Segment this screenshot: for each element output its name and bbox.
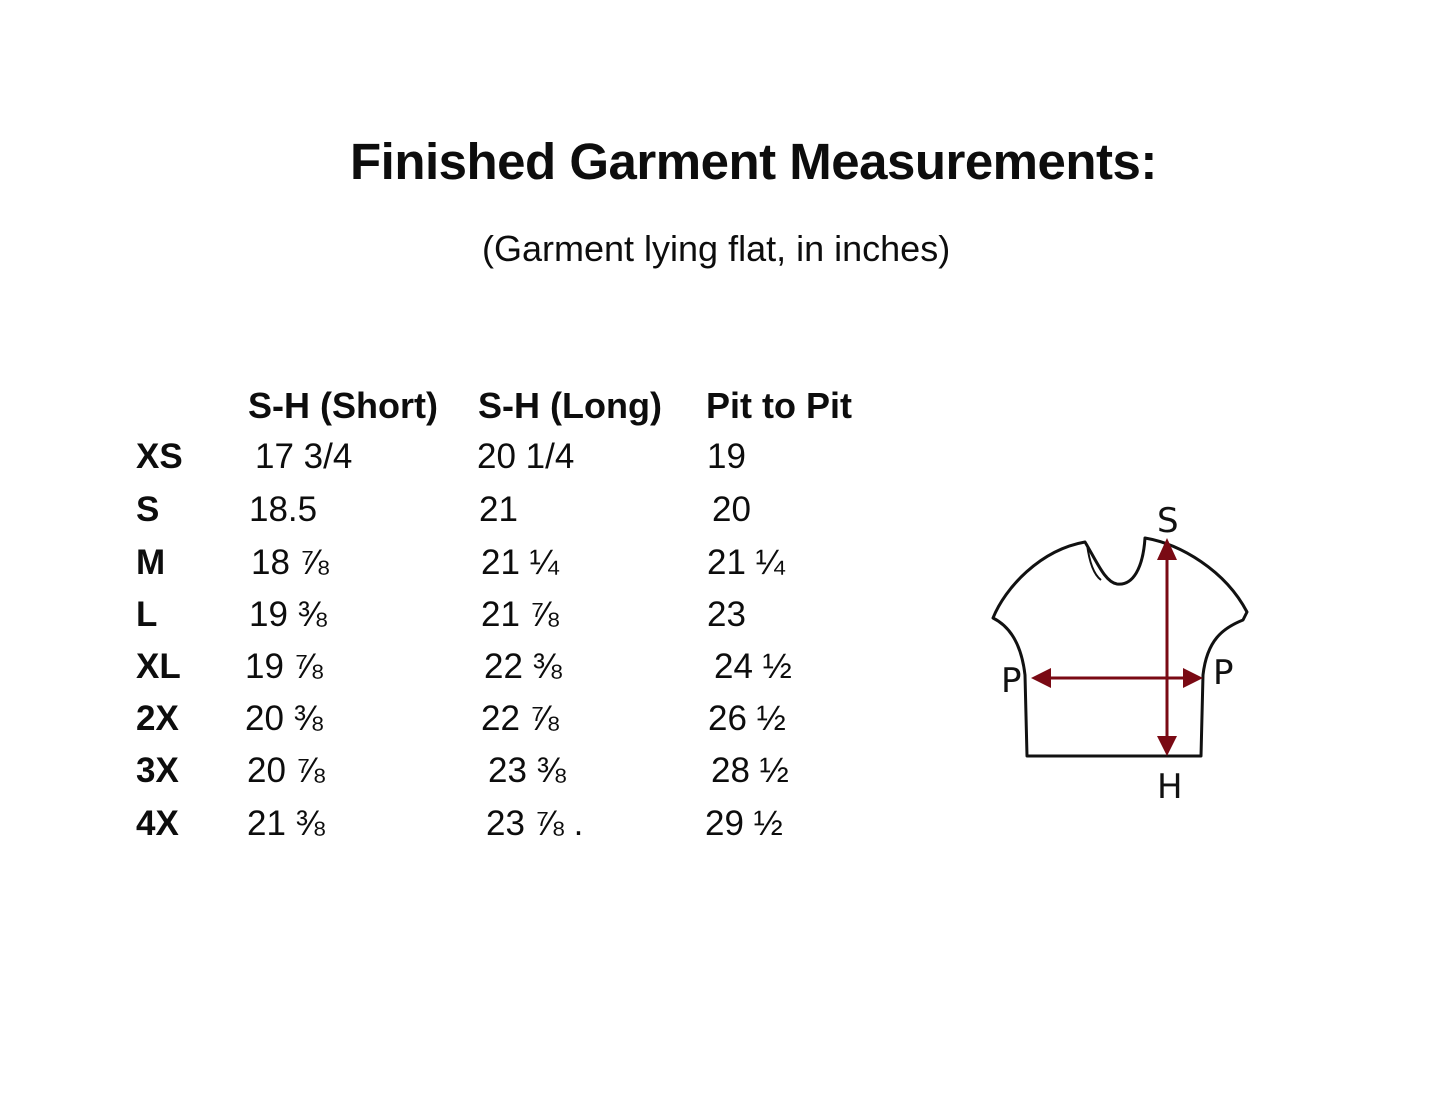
value-sh-long: 20 1/4 [477, 437, 575, 476]
garment-outline [993, 538, 1247, 756]
page-title: Finished Garment Measurements: [350, 133, 1157, 190]
size-label: 3X [136, 751, 179, 790]
size-label: 4X [136, 804, 179, 843]
size-label: L [136, 595, 158, 634]
value-pit-to-pit: 24 ½ [714, 647, 792, 686]
value-sh-short: 19 ⅞ [245, 647, 323, 686]
value-pit-to-pit: 19 [707, 437, 746, 476]
value-pit-to-pit: 20 [712, 490, 751, 529]
label-shoulder: S [1157, 501, 1179, 541]
size-label: S [136, 490, 160, 529]
arrowhead-down-icon [1157, 736, 1177, 756]
value-pit-to-pit: 23 [707, 595, 746, 634]
value-sh-short: 19 ⅜ [249, 595, 327, 634]
header-pit-to-pit: Pit to Pit [706, 385, 852, 426]
value-sh-long: 21 [479, 490, 518, 529]
value-sh-short: 18 ⅞ [251, 543, 329, 582]
label-pit-left: P [1001, 661, 1022, 701]
value-sh-short: 20 ⅜ [245, 699, 323, 738]
value-sh-short: 18.5 [249, 490, 318, 529]
size-label: M [136, 543, 166, 582]
value-sh-long: 21 ¼ [481, 543, 559, 582]
value-sh-long: 22 ⅞ [481, 699, 559, 738]
label-pit-right: P [1213, 653, 1234, 693]
value-pit-to-pit: 29 ½ [705, 804, 783, 843]
size-label: XS [136, 437, 183, 476]
label-hem: H [1157, 767, 1183, 807]
value-sh-short: 17 3/4 [255, 437, 353, 476]
value-sh-long: 21 ⅞ [481, 595, 559, 634]
value-sh-short: 21 ⅜ [247, 804, 325, 843]
size-label: XL [136, 647, 181, 686]
header-sh-short: S-H (Short) [248, 385, 438, 426]
value-pit-to-pit: 28 ½ [711, 751, 789, 790]
arrowhead-left-icon [1031, 668, 1051, 688]
arrowhead-right-icon [1183, 668, 1203, 688]
value-sh-long: 22 ⅜ [484, 647, 562, 686]
page-subtitle: (Garment lying flat, in inches) [482, 228, 951, 269]
size-label: 2X [136, 699, 179, 738]
value-sh-long: 23 ⅜ [488, 751, 566, 790]
value-pit-to-pit: 21 ¼ [707, 543, 785, 582]
header-sh-long: S-H (Long) [478, 385, 662, 426]
value-sh-long: 23 ⅞ . [486, 804, 584, 843]
value-sh-short: 20 ⅞ [247, 751, 325, 790]
garment-diagram [985, 500, 1255, 810]
value-pit-to-pit: 26 ½ [708, 699, 786, 738]
